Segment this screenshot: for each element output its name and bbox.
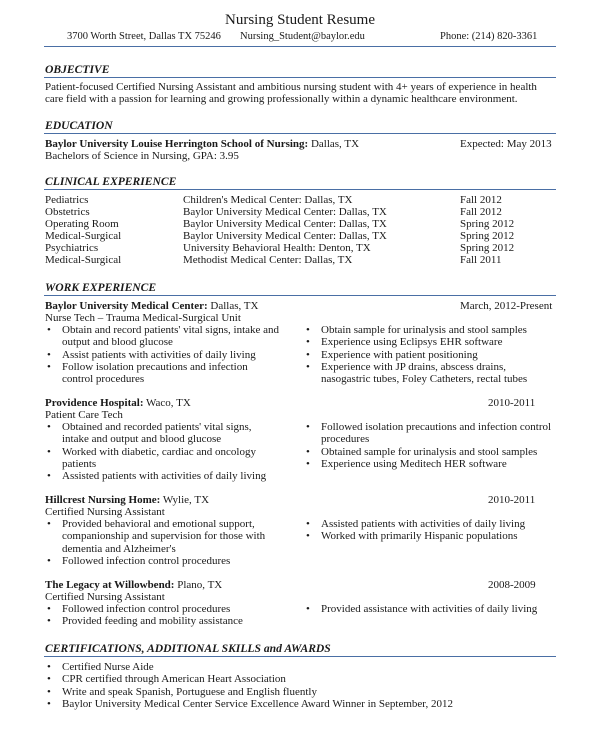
- job-dates: March, 2012-Present: [460, 300, 553, 312]
- duty-text: Worked with diabetic, cardiac and oncology patients: [62, 445, 256, 470]
- bullet-icon: •: [47, 421, 51, 433]
- bullet-icon: •: [47, 470, 51, 483]
- job-duties-left: [45, 518, 280, 567]
- clinical-area: Psychiatrics: [45, 242, 99, 254]
- bullet-icon: •: [47, 673, 51, 686]
- bullet-icon: •: [47, 615, 51, 628]
- job-employer-line: [45, 494, 209, 506]
- duty-text: Experience using Meditech HER software: [321, 457, 507, 470]
- clinical-term: Fall 2011: [460, 254, 502, 266]
- bullet-icon: •: [47, 348, 51, 361]
- job-role: Certified Nursing Assistant: [45, 506, 165, 518]
- certifications-rule: [44, 656, 556, 657]
- job-role: Patient Care Tech: [45, 409, 123, 421]
- duty-item: [45, 603, 280, 615]
- bullet-icon: •: [306, 603, 310, 615]
- school-location: Dallas, TX: [308, 138, 360, 150]
- bullet-icon: •: [47, 697, 51, 710]
- duty-text: Worked with primarily Hispanic populations: [321, 530, 518, 543]
- duty-text: Experience using Eclipsys EHR software: [321, 336, 503, 349]
- education-expected: Expected: May 2013: [460, 138, 552, 150]
- education-rule: [44, 133, 556, 134]
- certifications-list: [45, 661, 555, 710]
- clinical-area: Pediatrics: [45, 194, 89, 206]
- job-duties-left: [45, 421, 280, 482]
- work-rule: [44, 295, 556, 296]
- education-school-line: [45, 138, 359, 150]
- duty-item: [304, 349, 556, 361]
- duty-item: [45, 324, 280, 349]
- job-dates: 2010-2011: [488, 397, 536, 409]
- bullet-icon: •: [306, 360, 310, 373]
- certification-text: Certified Nurse Aide: [62, 661, 154, 673]
- duty-item: [304, 421, 556, 446]
- bullet-icon: •: [306, 348, 310, 361]
- bullet-icon: •: [47, 324, 51, 336]
- job-employer: Providence Hospital:: [45, 397, 144, 409]
- header-rule: [44, 46, 556, 47]
- duty-item: [304, 530, 556, 542]
- clinical-site: Baylor University Medical Center: Dallas, TX: [183, 218, 387, 230]
- job-duties-right: [304, 421, 556, 470]
- duty-item: [304, 518, 556, 530]
- duty-text: Obtained sample for urinalysis and stool samples: [321, 445, 538, 458]
- job-role: Nurse Tech – Trauma Medical-Surgical Unit: [45, 312, 241, 324]
- certification-text: Write and speak Spanish, Portuguese and English fluently: [62, 685, 317, 698]
- education-heading: EDUCATION: [45, 119, 113, 132]
- clinical-site: Methodist Medical Center: Dallas, TX: [183, 254, 353, 266]
- duty-text: Provided assistance with activities of daily living: [321, 603, 538, 615]
- duty-text: Followed isolation precautions and infection control procedures: [321, 421, 552, 446]
- objective-rule: [44, 77, 556, 78]
- clinical-term: Fall 2012: [460, 194, 502, 206]
- certification-item: [45, 673, 555, 685]
- bullet-icon: •: [47, 360, 51, 373]
- clinical-term: Fall 2012: [460, 206, 502, 218]
- duty-item: [45, 518, 280, 555]
- job-employer: Baylor University Medical Center:: [45, 300, 208, 312]
- job-employer-line: [45, 397, 191, 409]
- duty-text: Provided behavioral and emotional support, companionship and supervision for those with dementia and Alzheimer's: [62, 518, 266, 555]
- duty-item: [45, 446, 280, 471]
- job-location: Dallas, TX: [207, 300, 259, 312]
- duty-text: Obtain and record patients' vital signs, intake and output and blood glucose: [62, 324, 280, 349]
- job-duties-right: [304, 324, 556, 385]
- bullet-icon: •: [306, 457, 310, 470]
- duty-item: [45, 470, 280, 482]
- duty-text: Experience with patient positioning: [321, 348, 478, 361]
- education-degree: Bachelors of Science in Nursing, GPA: 3.95: [45, 150, 239, 162]
- duty-item: [45, 555, 280, 567]
- email: Nursing_Student@baylor.edu: [240, 31, 365, 42]
- job-duties-right: [304, 603, 556, 615]
- bullet-icon: •: [306, 530, 310, 543]
- job-dates: 2008-2009: [488, 579, 536, 591]
- bullet-icon: •: [306, 518, 310, 530]
- duty-item: [45, 421, 280, 446]
- duty-text: Follow isolation precautions and infection control procedures: [62, 360, 248, 386]
- clinical-area: Medical-Surgical: [45, 230, 122, 242]
- duty-item: [304, 603, 556, 615]
- duty-item: [45, 349, 280, 361]
- duty-text: Assisted patients with activities of daily living: [321, 518, 526, 530]
- job-employer-line: [45, 579, 222, 591]
- clinical-term: Spring 2012: [460, 242, 515, 254]
- clinical-heading: CLINICAL EXPERIENCE: [45, 175, 177, 188]
- certifications-heading: CERTIFICATIONS, ADDITIONAL SKILLS and AWARDS: [45, 642, 331, 655]
- duty-item: [45, 361, 280, 386]
- duty-item: [304, 336, 556, 348]
- duty-text: Followed infection control procedures: [62, 554, 231, 567]
- job-location: Plano, TX: [174, 579, 223, 591]
- clinical-site: Baylor University Medical Center: Dallas, TX: [183, 230, 387, 242]
- job-dates: 2010-2011: [488, 494, 536, 506]
- duty-text: Obtained and recorded patients' vital signs, intake and output and blood glucose: [62, 421, 252, 446]
- duty-text: Experience with JP drains, abscess drains, nasogastric tubes, Foley Catheters, rectal tubes: [321, 360, 528, 386]
- duty-item: [304, 446, 556, 458]
- bullet-icon: •: [47, 445, 51, 458]
- duty-text: Assisted patients with activities of daily living: [62, 470, 267, 483]
- bullet-icon: •: [306, 336, 310, 349]
- clinical-area: Obstetrics: [45, 206, 90, 218]
- objective-heading: OBJECTIVE: [45, 63, 110, 76]
- clinical-area: Operating Room: [45, 218, 119, 230]
- job-duties-left: [45, 603, 280, 628]
- certification-text: CPR certified through American Heart Association: [62, 673, 286, 686]
- clinical-term: Spring 2012: [460, 218, 515, 230]
- clinical-site: Children's Medical Center: Dallas, TX: [183, 194, 353, 206]
- job-employer: The Legacy at Willowbend:: [45, 579, 175, 591]
- duty-item: [45, 615, 280, 627]
- clinical-term: Spring 2012: [460, 230, 515, 242]
- job-employer-line: [45, 300, 258, 312]
- bullet-icon: •: [47, 685, 51, 698]
- certification-item: [45, 698, 555, 710]
- clinical-site: Baylor University Medical Center: Dallas, TX: [183, 206, 387, 218]
- bullet-icon: •: [306, 445, 310, 458]
- bullet-icon: •: [306, 324, 310, 336]
- job-role: Certified Nursing Assistant: [45, 591, 165, 603]
- work-heading: WORK EXPERIENCE: [45, 281, 157, 294]
- duty-text: Provided feeding and mobility assistance: [62, 615, 243, 628]
- bullet-icon: •: [47, 518, 51, 530]
- certification-item: [45, 686, 555, 698]
- job-duties-right: [304, 518, 556, 543]
- job-employer: Hillcrest Nursing Home:: [45, 494, 161, 506]
- certification-item: [45, 661, 555, 673]
- objective-text: Patient-focused Certified Nursing Assistant and ambitious nursing student with 4+ years of experience in health care field with a passion for learning and growing professionally within a dynamic healthcare environment.: [45, 81, 537, 106]
- duty-text: Assist patients with activities of daily living: [62, 348, 256, 361]
- clinical-site: University Behavioral Health: Denton, TX: [183, 242, 371, 254]
- duty-text: Followed infection control procedures: [62, 603, 231, 615]
- school-name: Baylor University Louise Herrington School of Nursing:: [45, 138, 309, 150]
- job-duties-left: [45, 324, 280, 385]
- phone: Phone: (214) 820-3361: [440, 31, 538, 42]
- job-location: Waco, TX: [143, 397, 191, 409]
- clinical-area: Medical-Surgical: [45, 254, 122, 266]
- bullet-icon: •: [306, 421, 310, 433]
- clinical-rule: [44, 189, 556, 190]
- job-location: Wylie, TX: [160, 494, 210, 506]
- bullet-icon: •: [47, 603, 51, 615]
- duty-item: [304, 361, 556, 386]
- address: 3700 Worth Street, Dallas TX 75246: [67, 31, 221, 42]
- certification-text: Baylor University Medical Center Service Excellence Award Winner in September, 2012: [62, 697, 454, 710]
- bullet-icon: •: [47, 554, 51, 567]
- resume-title: Nursing Student Resume: [225, 12, 375, 28]
- duty-text: Obtain sample for urinalysis and stool samples: [321, 324, 527, 336]
- duty-item: [304, 324, 556, 336]
- bullet-icon: •: [47, 661, 51, 673]
- duty-item: [304, 458, 556, 470]
